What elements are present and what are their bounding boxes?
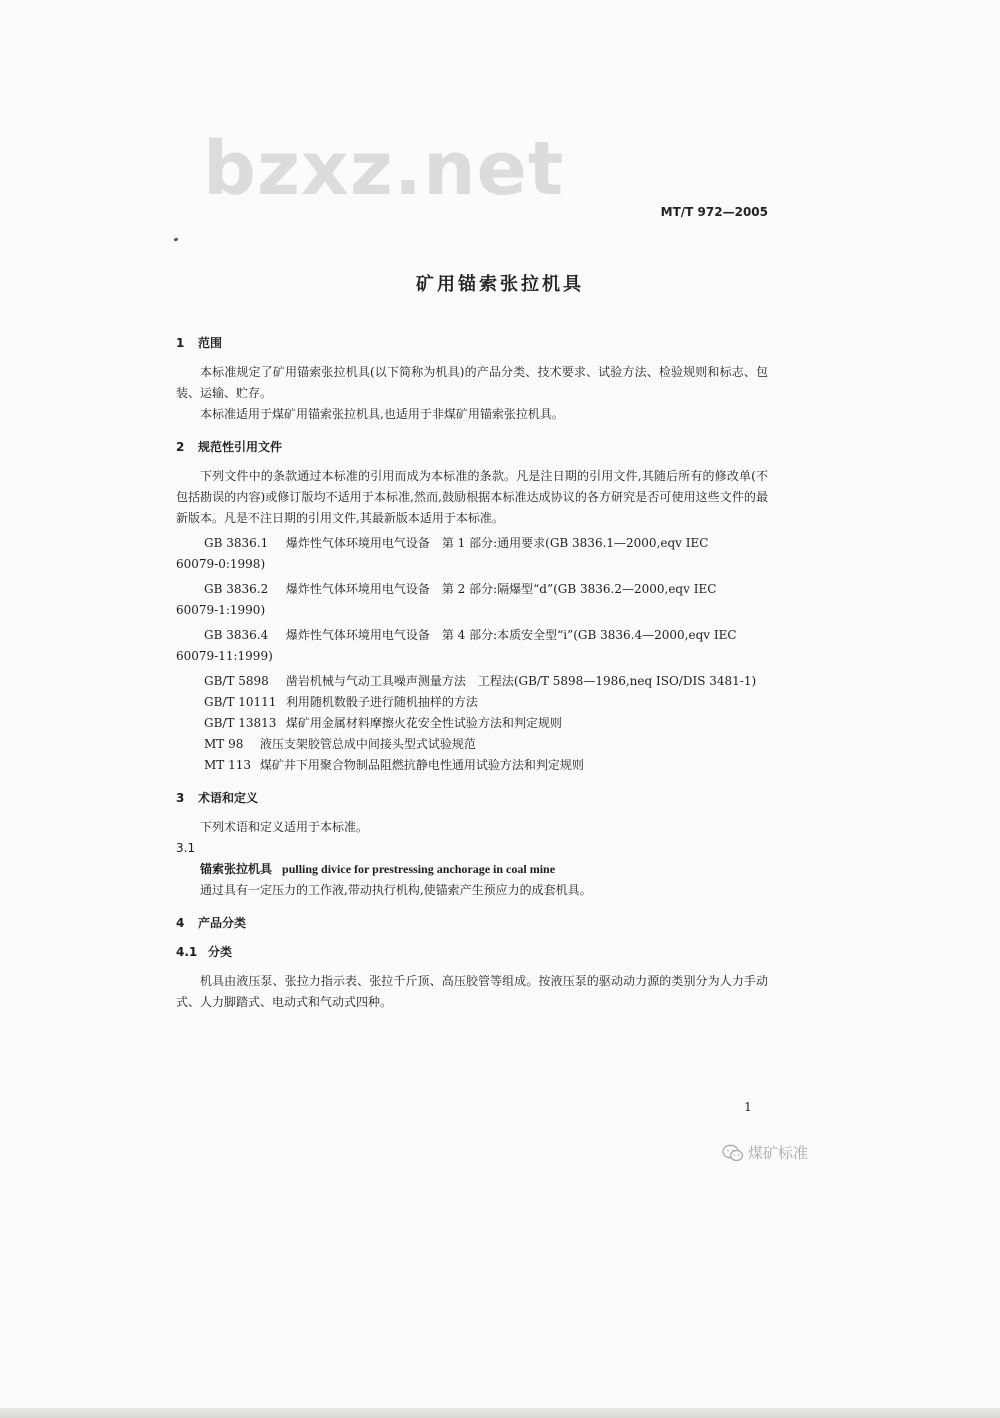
- paragraph: 本标准适用于煤矿用锚索张拉机具,也适用于非煤矿用锚索张拉机具。: [200, 407, 564, 421]
- reference-item: [176, 755, 768, 776]
- section-number: 1: [176, 336, 185, 350]
- reference-item: [176, 533, 768, 575]
- document-title: 矿用锚索张拉机具: [416, 274, 584, 295]
- reference-continuation: 60079-1:1990): [176, 603, 266, 617]
- subsection-number: 3.1: [176, 841, 196, 855]
- reference-list: [176, 533, 768, 776]
- standard-code: MT/T 972—2005: [660, 205, 768, 219]
- document-body: [176, 333, 768, 1013]
- reference-item: [176, 734, 768, 755]
- section-title: 术语和定义: [198, 791, 259, 805]
- wechat-watermark: [722, 1142, 808, 1163]
- section-heading-3: [176, 788, 768, 809]
- page-number: 1: [744, 1100, 752, 1114]
- term-english: pulling divice for prestressing anchorage in coal mine: [282, 862, 556, 876]
- paragraph: 机具由液压泵、张拉力指示表、张拉千斤顶、高压胶管等组成。按液压泵的驱动动力源的类别分为人力手动式、人力脚踏式、电动式和气动式四种。: [176, 974, 768, 1009]
- reference-text: 利用随机数骰子进行随机抽样的方法: [285, 695, 478, 709]
- wechat-icon: [722, 1144, 744, 1162]
- subsection-heading-4-1: [176, 942, 768, 963]
- paragraph: 本标准规定了矿用锚索张拉机具(以下简称为机具)的产品分类、技术要求、试验方法、检验规则和标志、包装、运输、贮存。: [176, 365, 768, 400]
- paragraph: 下列文件中的条款通过本标准的引用而成为本标准的条款。凡是注日期的引用文件,其随后所有的修改单(不包括勘误的内容)或修订版均不适用于本标准,然而,鼓励根据本标准达成协议的各方研究是否可使用这些文件的最新版本。凡是不注日期的引用文件,其最新版本适用于本标准。: [176, 469, 768, 525]
- subsection-number: 4.1: [176, 945, 198, 959]
- reference-text: 爆炸性气体环境用电气设备 第 1 部分:通用要求(GB 3836.1—2000,eqv IEC: [285, 536, 709, 550]
- subsection-title: 分类: [208, 945, 233, 959]
- reference-item: [176, 671, 768, 692]
- section-heading-4: [176, 913, 768, 934]
- paragraph: 下列术语和定义适用于本标准。: [200, 820, 369, 834]
- reference-code: MT 98: [204, 737, 244, 751]
- reference-text: 爆炸性气体环境用电气设备 第 4 部分:本质安全型“i”(GB 3836.4—2000,eqv IEC: [285, 628, 737, 642]
- reference-text: 凿岩机械与气动工具噪声测量方法 工程法(GB/T 5898—1986,neq ISO/DIS 3481-1): [285, 674, 757, 688]
- section-heading-1: [176, 333, 768, 354]
- section-title: 规范性引用文件: [198, 440, 283, 454]
- reference-text: 煤矿用金属材料摩擦火花安全性试验方法和判定规则: [285, 716, 562, 730]
- section-title: 范围: [198, 336, 223, 350]
- scan-speck: [174, 237, 179, 241]
- reference-code: GB 3836.1: [204, 536, 269, 550]
- section-title: 产品分类: [198, 916, 247, 930]
- reference-code: GB/T 10111: [204, 695, 277, 709]
- reference-code: GB 3836.2: [204, 582, 269, 596]
- wechat-account-name: 煤矿标准: [748, 1144, 809, 1162]
- reference-item: [176, 625, 768, 667]
- reference-item: [176, 692, 768, 713]
- watermark-text: bzxz.net: [203, 126, 565, 212]
- reference-text: 液压支架胶管总成中间接头型式试验规范: [259, 737, 476, 751]
- term-entry: [176, 859, 768, 880]
- reference-code: GB 3836.4: [204, 628, 269, 642]
- term-chinese: 锚索张拉机具: [200, 862, 273, 876]
- section-number: 4: [176, 916, 185, 930]
- reference-text: 爆炸性气体环境用电气设备 第 2 部分:隔爆型“d”(GB 3836.2—2000,eqv IEC: [285, 582, 717, 596]
- reference-item: [176, 579, 768, 621]
- reference-code: GB/T 13813: [204, 716, 277, 730]
- term-definition: 通过具有一定压力的工作液,带动执行机构,使锚索产生预应力的成套机具。: [200, 883, 592, 897]
- reference-code: GB/T 5898: [204, 674, 269, 688]
- section-number: 2: [176, 440, 185, 454]
- page-bottom-edge: [0, 1408, 1000, 1418]
- section-heading-2: [176, 437, 768, 458]
- reference-item: [176, 713, 768, 734]
- reference-code: MT 113: [204, 758, 252, 772]
- section-number: 3: [176, 791, 185, 805]
- reference-text: 煤矿井下用聚合物制品阻燃抗静电性通用试验方法和判定规则: [259, 758, 584, 772]
- reference-continuation: 60079-0:1998): [176, 557, 266, 571]
- reference-continuation: 60079-11:1999): [176, 649, 273, 663]
